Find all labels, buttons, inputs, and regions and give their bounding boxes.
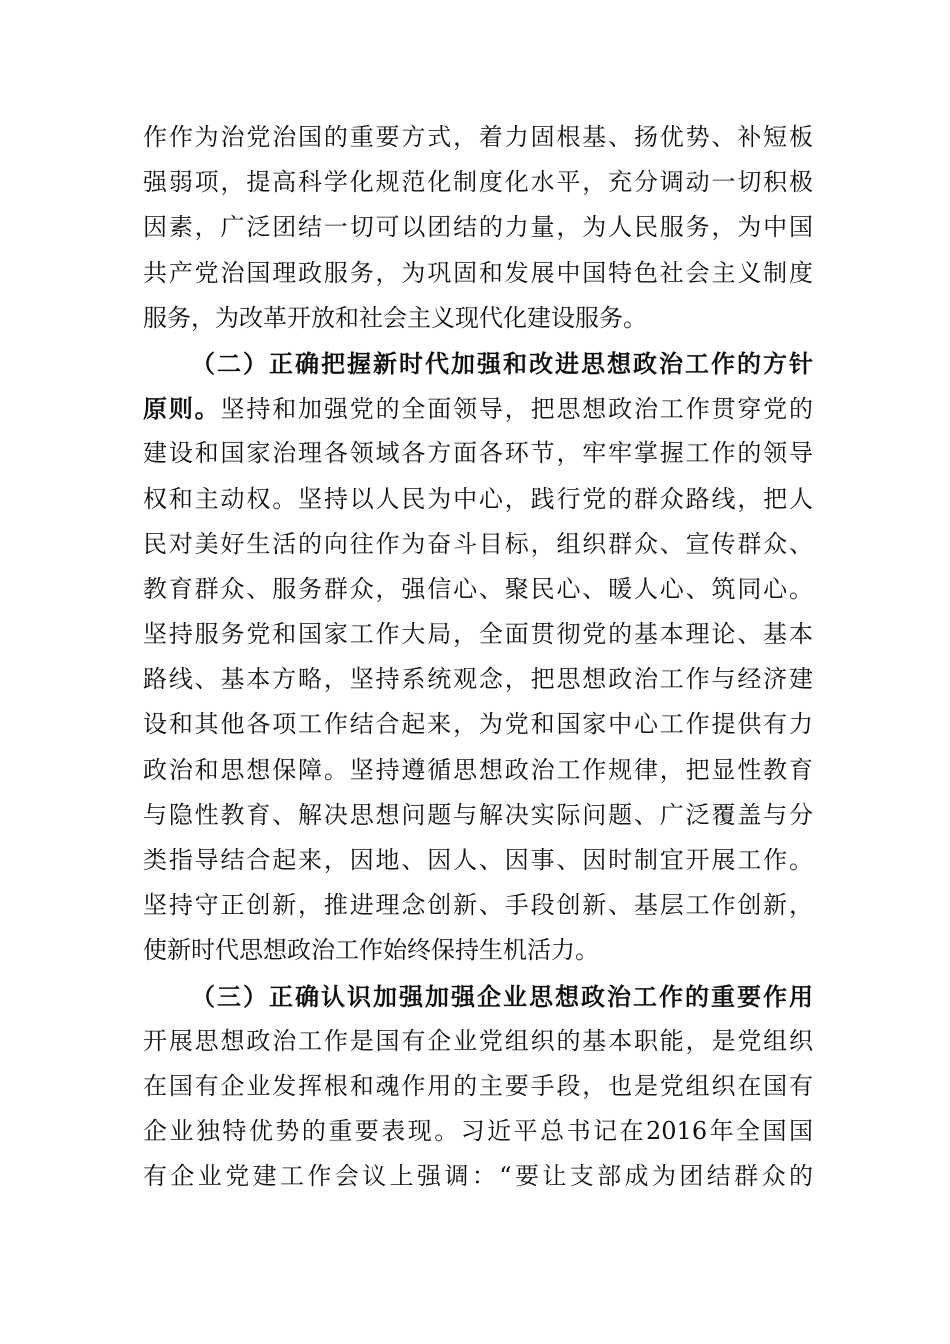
section-heading: （三）正确认识加强加强企业思想政治工作的重要作用 — [191, 981, 813, 1011]
paragraph-line: 权和主动权。坚持以人民为中心，践行党的群众路线，把人 — [143, 484, 813, 513]
paragraph-line: 教育群众、服务群众，强信心、聚民心、暖人心、筑同心。 — [143, 574, 813, 603]
paragraph-line — [143, 386, 813, 431]
paragraph-line: 开展思想政治工作是国有企业党组织的基本职能，是党组织 — [143, 1026, 813, 1055]
paragraph-line: 作作为治党治国的重要方式，着力固根基、扬优势、补短板 — [143, 123, 813, 151]
paragraph-line: 有企业党建工作会议上强调：“要让支部成为团结群众的 — [143, 1162, 813, 1191]
paragraph-line: 坚持服务党和国家工作大局，全面贯彻党的基本理论、基本 — [143, 620, 813, 649]
section-heading: （二）正确把握新时代加强和改进思想政治工作的方针 — [191, 348, 813, 378]
paragraph-line: 建设和国家治理各领域各方面各环节，牢牢掌握工作的领导 — [143, 439, 813, 468]
paragraph-line: 坚持守正创新，推进理念创新、手段创新、基层工作创新， — [143, 891, 813, 920]
paragraph-text: 坚持和加强党的全面领导，把思想政治工作贯穿党的 — [220, 395, 814, 424]
body-text — [143, 115, 813, 1200]
paragraph-line: 设和其他各项工作结合起来，为党和国家中心工作提供有力 — [143, 710, 813, 739]
paragraph-line: 路线、基本方略，坚持系统观念，把思想政治工作与经济建 — [143, 665, 813, 694]
paragraph-line: 民对美好生活的向往作为奋斗目标，组织群众、宣传群众、 — [143, 529, 813, 558]
paragraph-line: 因素，广泛团结一切可以团结的力量，为人民服务，为中国 — [143, 213, 813, 242]
paragraph-line: 强弱项，提高科学化规范化制度化水平，充分调动一切积极 — [143, 168, 813, 197]
paragraph-line: 共产党治国理政服务，为巩固和发展中国特色社会主义制度 — [143, 258, 813, 287]
paragraph-line: 使新时代思想政治工作始终保持生机活力。 — [143, 936, 599, 965]
paragraph-line: 服务，为改革开放和社会主义现代化建设服务。 — [143, 303, 647, 332]
section-heading-end: 原则。 — [143, 394, 221, 424]
paragraph-line: 在国有企业发挥根和魂作用的主要手段，也是党组织在国有 — [143, 1071, 813, 1100]
paragraph-line: 类指导结合起来，因地、因人、因事、因时制宜开展工作。 — [143, 846, 813, 874]
paragraph-line: 与隐性教育、解决思想问题与解决实际问题、广泛覆盖与分 — [143, 800, 813, 829]
paragraph-line: 政治和思想保障。坚持遵循思想政治工作规律，把显性教育 — [143, 755, 813, 784]
paragraph-line: 企业独特优势的重要表现。习近平总书记在2016年全国国 — [143, 1117, 813, 1146]
